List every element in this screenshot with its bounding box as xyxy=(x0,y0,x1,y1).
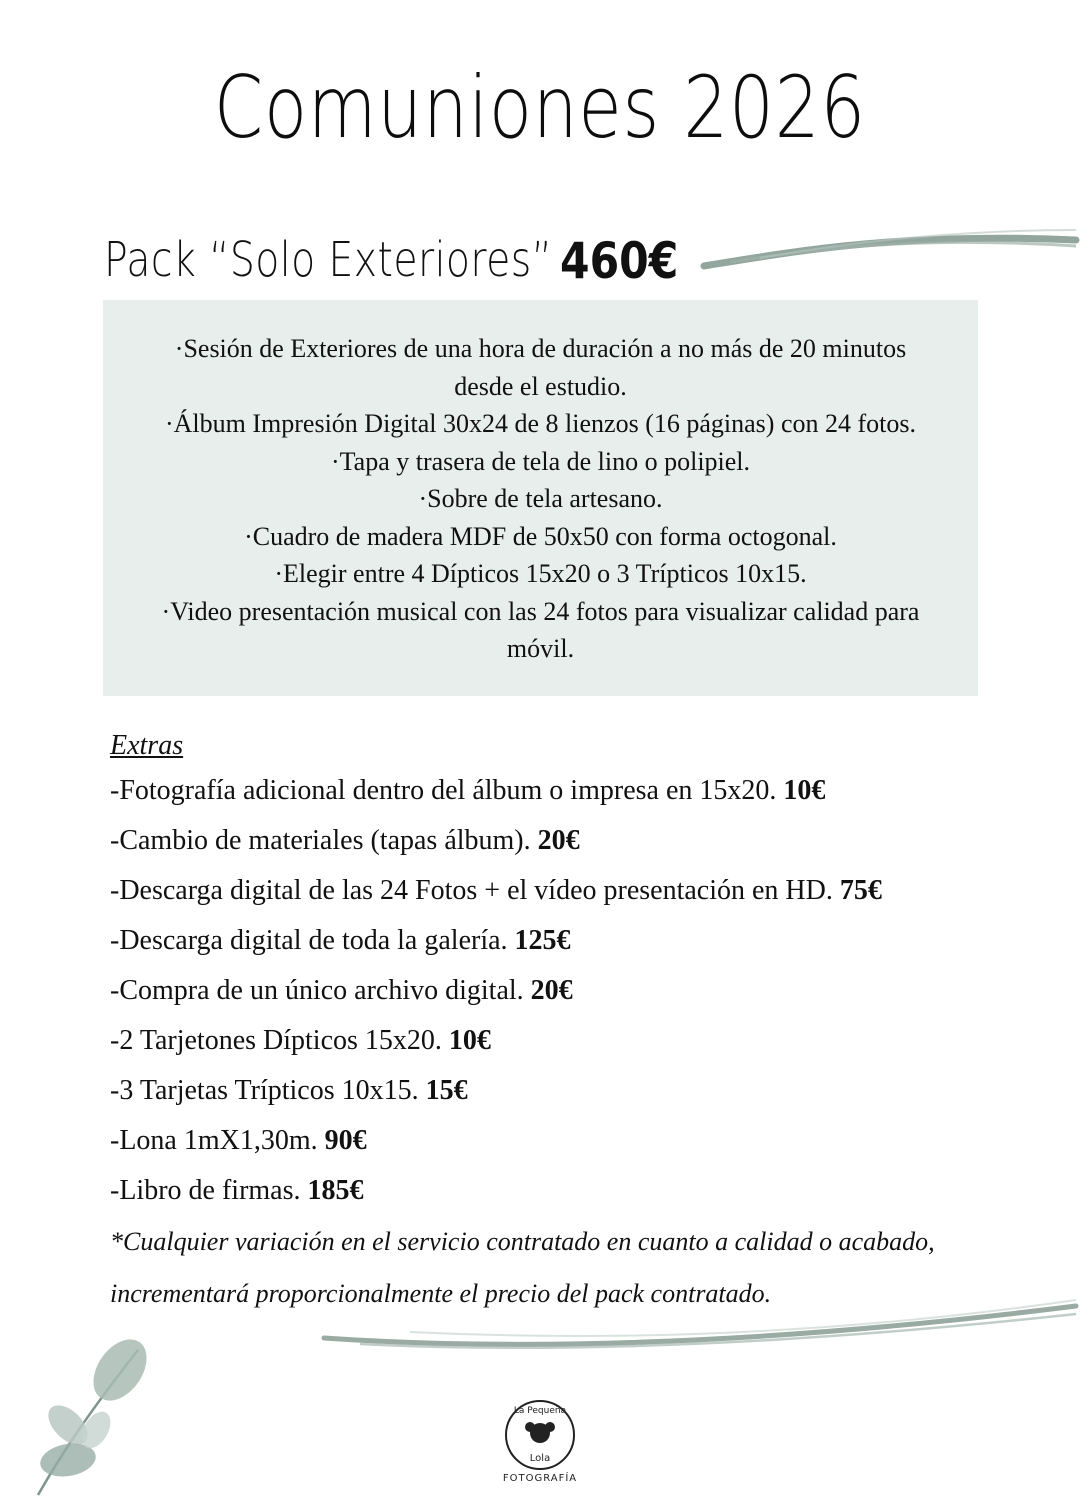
brand-logo xyxy=(497,1395,583,1485)
extra-item: -Libro de firmas. 185€ xyxy=(110,1175,364,1206)
extra-price: 20€ xyxy=(537,825,580,856)
extra-price: 15€ xyxy=(425,1075,468,1106)
brush-stroke-top xyxy=(700,222,1080,274)
pack-features-box xyxy=(103,300,978,696)
svg-text:Lola: Lola xyxy=(529,1453,551,1464)
feature-line: ·Sobre de tela artesano. xyxy=(418,484,663,513)
extra-item: -Descarga digital de las 24 Fotos + el vídeo presentación en HD. 75€ xyxy=(110,875,882,906)
extras-title: Extras xyxy=(110,730,184,761)
brush-stroke-bottom xyxy=(320,1298,1080,1358)
feature-line: móvil. xyxy=(506,634,575,663)
svg-text:La Pequeña: La Pequeña xyxy=(513,1406,567,1416)
extra-price: 10€ xyxy=(448,1025,491,1056)
svg-text:FOTOGRAFÍA: FOTOGRAFÍA xyxy=(502,1473,578,1484)
feature-line: ·Cuadro de madera MDF de 50x50 con forma octogonal. xyxy=(244,521,837,551)
feature-line: ·Tapa y trasera de tela de lino o polipiel. xyxy=(330,446,751,476)
extra-item: -Compra de un único archivo digital. 20€ xyxy=(110,975,573,1006)
extra-price: 185€ xyxy=(307,1175,364,1206)
feature-line: ·Elegir entre 4 Dípticos 15x20 o 3 Trípticos 10x15. xyxy=(274,559,807,588)
disclaimer-note: *Cualquier variación en el servicio contratado en cuanto a calidad o acabado, xyxy=(110,1227,935,1256)
pack-price: 460€ xyxy=(560,232,679,290)
eucalyptus-leaves-icon xyxy=(28,1330,158,1500)
pack-name: Pack “Solo Exteriores” xyxy=(104,232,553,288)
extra-price: 10€ xyxy=(783,775,826,806)
feature-line: ·Álbum Impresión Digital 30x24 de 8 lienzos (16 páginas) con 24 fotos. xyxy=(165,409,916,438)
extra-item: -Cambio de materiales (tapas álbum). 20€ xyxy=(110,825,580,856)
extras-section xyxy=(110,726,1010,1320)
page-title: Comuniones 2026 xyxy=(213,58,867,158)
feature-line: desde el estudio. xyxy=(454,371,627,401)
extra-item: -Descarga digital de toda la galería. 125€ xyxy=(110,925,571,956)
extra-item: -Lona 1mX1,30m. 90€ xyxy=(110,1125,367,1156)
feature-line: ·Sesión de Exteriores de una hora de duración a no más de 20 minutos xyxy=(174,334,907,363)
extra-item: -Fotografía adicional dentro del álbum o impresa en 15x20. 10€ xyxy=(110,775,826,806)
extra-price: 90€ xyxy=(324,1125,367,1156)
extra-item: -2 Tarjetones Dípticos 15x20. 10€ xyxy=(110,1025,491,1056)
feature-line: ·Video presentación musical con las 24 fotos para visualizar calidad para xyxy=(161,596,920,626)
extra-price: 20€ xyxy=(530,975,573,1006)
extra-price: 125€ xyxy=(514,925,571,956)
extra-item: -3 Tarjetas Trípticos 10x15. 15€ xyxy=(110,1075,468,1106)
extra-price: 75€ xyxy=(839,875,882,906)
disclaimer-note: incrementará proporcionalmente el precio del pack contratado. xyxy=(110,1279,772,1308)
